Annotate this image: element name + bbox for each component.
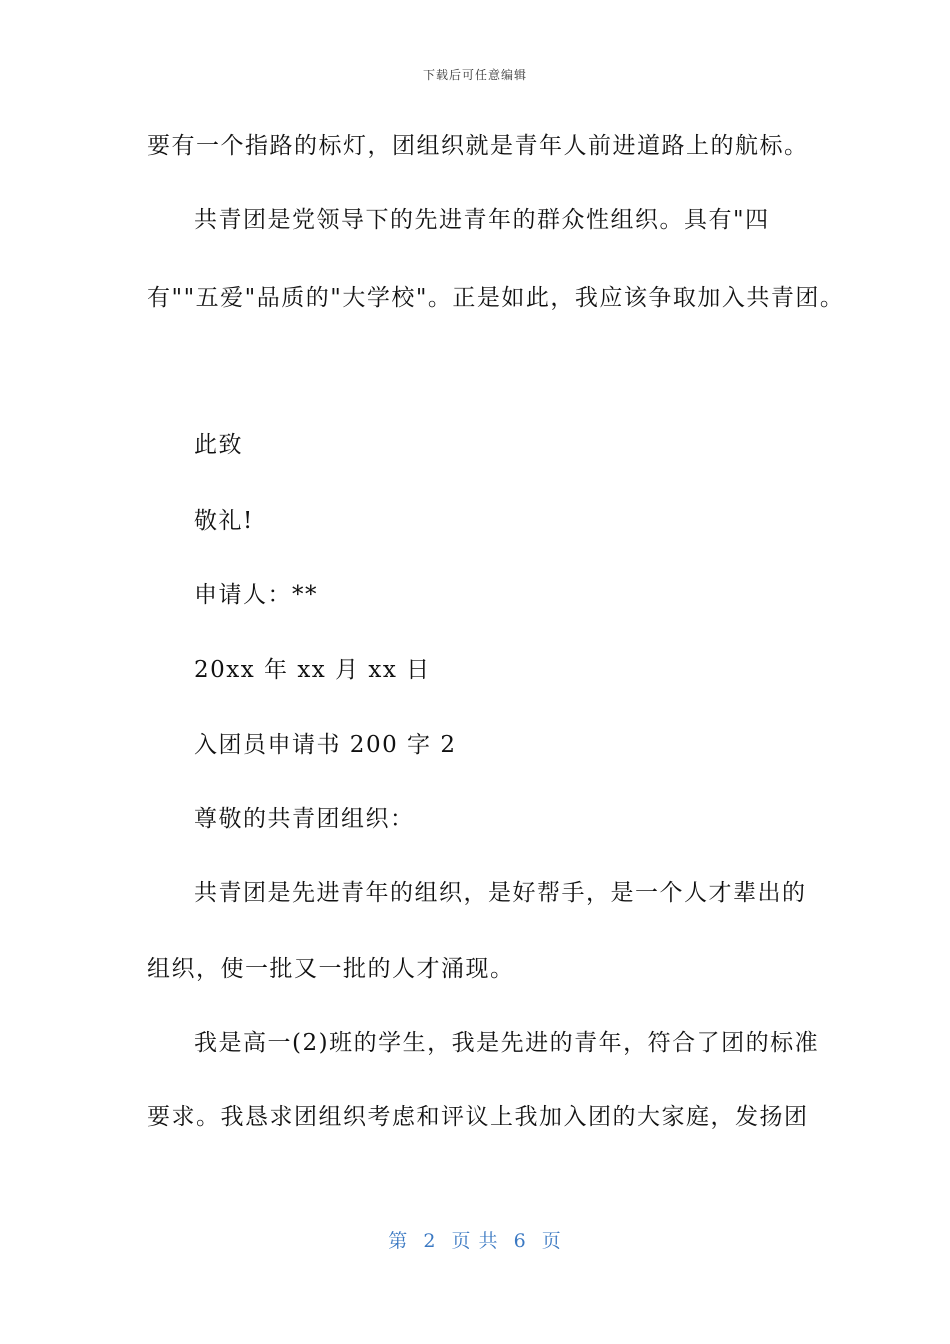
footer-total-pages: 6 bbox=[513, 1230, 527, 1252]
page-footer bbox=[0, 1226, 950, 1253]
greeting-line: 尊敬的共青团组织： bbox=[194, 806, 415, 832]
footer-page-number: 2 bbox=[423, 1230, 437, 1252]
date-line: 20xx 年 xx 月 xx 日 bbox=[194, 657, 431, 683]
body-line: 要有一个指路的标灯，团组织就是青年人前进道路上的航标。 bbox=[147, 133, 809, 159]
body-line: 共青团是党领导下的先进青年的群众性组织。具有"四 bbox=[194, 207, 770, 233]
footer-prefix: 第 bbox=[388, 1230, 409, 1252]
body-line: 我是高一(2)班的学生，我是先进的青年，符合了团的标准 bbox=[194, 1030, 820, 1056]
footer-middle: 页 共 bbox=[451, 1230, 499, 1252]
section-title: 入团员申请书 200 字 2 bbox=[194, 732, 457, 758]
closing-salutation: 此致 bbox=[194, 432, 243, 458]
closing-regards: 敬礼! bbox=[194, 508, 254, 534]
body-line: 共青团是先进青年的组织，是好帮手，是一个人才辈出的 bbox=[194, 880, 807, 906]
footer-suffix: 页 bbox=[541, 1230, 562, 1252]
applicant-line: 申请人：** bbox=[194, 582, 318, 608]
header-note: 下载后可任意编辑 bbox=[422, 68, 527, 82]
body-line: 要求。我恳求团组织考虑和评议上我加入团的大家庭，发扬团 bbox=[147, 1104, 809, 1130]
body-line: 有""五爱"品质的"大学校"。正是如此，我应该争取加入共青团。 bbox=[147, 285, 845, 311]
body-line: 组织，使一批又一批的人才涌现。 bbox=[147, 956, 515, 982]
